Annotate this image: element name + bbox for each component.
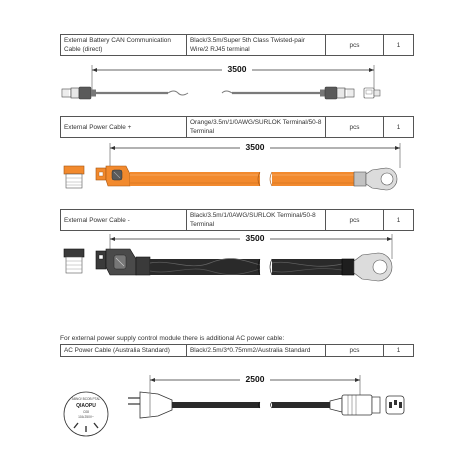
ring-terminal-icon bbox=[354, 168, 397, 190]
au-plug-face-icon bbox=[64, 392, 108, 436]
ac-cable-note: For external power supply control module there is additional AC power cable: bbox=[60, 335, 285, 342]
ac-cable-drawing bbox=[0, 370, 452, 452]
cable-table-can bbox=[60, 34, 414, 56]
cable-name: External Battery CAN Communication Cable (direct) bbox=[61, 35, 187, 56]
surlok-connector-icon bbox=[96, 249, 150, 275]
table-row bbox=[61, 345, 414, 357]
cable-qty: 1 bbox=[384, 117, 414, 138]
can-cable-drawing bbox=[0, 60, 452, 110]
cable-name: External Power Cable + bbox=[61, 117, 187, 138]
dimension-label: 3500 bbox=[227, 64, 247, 74]
cable-unit: pcs bbox=[326, 35, 384, 56]
cable-table-power-positive bbox=[60, 116, 414, 138]
dimension-label: 3500 bbox=[245, 233, 265, 243]
cable-spec: Orange/3.5m/1/0AWG/SURLOK Terminal/50-8 Terminal bbox=[187, 117, 326, 138]
negative-cable-drawing bbox=[0, 231, 452, 301]
cable-name: AC Power Cable (Australia Standard) bbox=[61, 345, 187, 357]
plug-label-mid: C08 bbox=[83, 410, 89, 414]
cable-unit: pcs bbox=[326, 117, 384, 138]
plug-brand: QIAOPU bbox=[76, 403, 96, 409]
cable-qty: 1 bbox=[384, 35, 414, 56]
rj45-end-view-icon bbox=[364, 88, 380, 98]
cable-table-ac bbox=[60, 344, 414, 357]
dimension-label: 3500 bbox=[245, 142, 265, 152]
rj45-plug-right-icon bbox=[320, 87, 354, 99]
cable-spec: Black/3.5m/1/0AWG/SURLOK Terminal/50-8 Terminal bbox=[187, 210, 326, 231]
cable-unit: pcs bbox=[326, 345, 384, 357]
plug-rating: 10A 250V~ bbox=[78, 415, 94, 419]
cable-name: External Power Cable - bbox=[61, 210, 187, 231]
iec-connector-end-view-icon bbox=[386, 396, 404, 414]
cable-table-power-negative bbox=[60, 209, 414, 231]
surlok-connector-icon bbox=[96, 166, 130, 186]
positive-cable-drawing bbox=[0, 138, 452, 202]
table-row bbox=[61, 117, 414, 138]
dimension-label: 2500 bbox=[245, 374, 265, 384]
surlok-connector-end-view-icon bbox=[64, 249, 84, 273]
cable-qty: 1 bbox=[384, 345, 414, 357]
ring-terminal-icon bbox=[342, 253, 392, 281]
au-plug-side-icon bbox=[128, 392, 172, 418]
cable-spec: Black/3.5m/Super 5th Class Twisted-pair Wire/2 RJ45 terminal bbox=[187, 35, 326, 56]
table-row bbox=[61, 210, 414, 231]
surlok-connector-end-view-icon bbox=[64, 166, 84, 188]
cable-qty: 1 bbox=[384, 210, 414, 231]
cable-unit: pcs bbox=[326, 210, 384, 231]
iec-connector-icon bbox=[330, 395, 380, 415]
cable-spec: Black/2.5m/3*0.75mm2/Australia Standard bbox=[187, 345, 326, 357]
table-row bbox=[61, 35, 414, 56]
plug-label-top: ABNO/ BCOB PTAL bbox=[71, 397, 101, 401]
rj45-plug-left-icon bbox=[62, 87, 96, 99]
